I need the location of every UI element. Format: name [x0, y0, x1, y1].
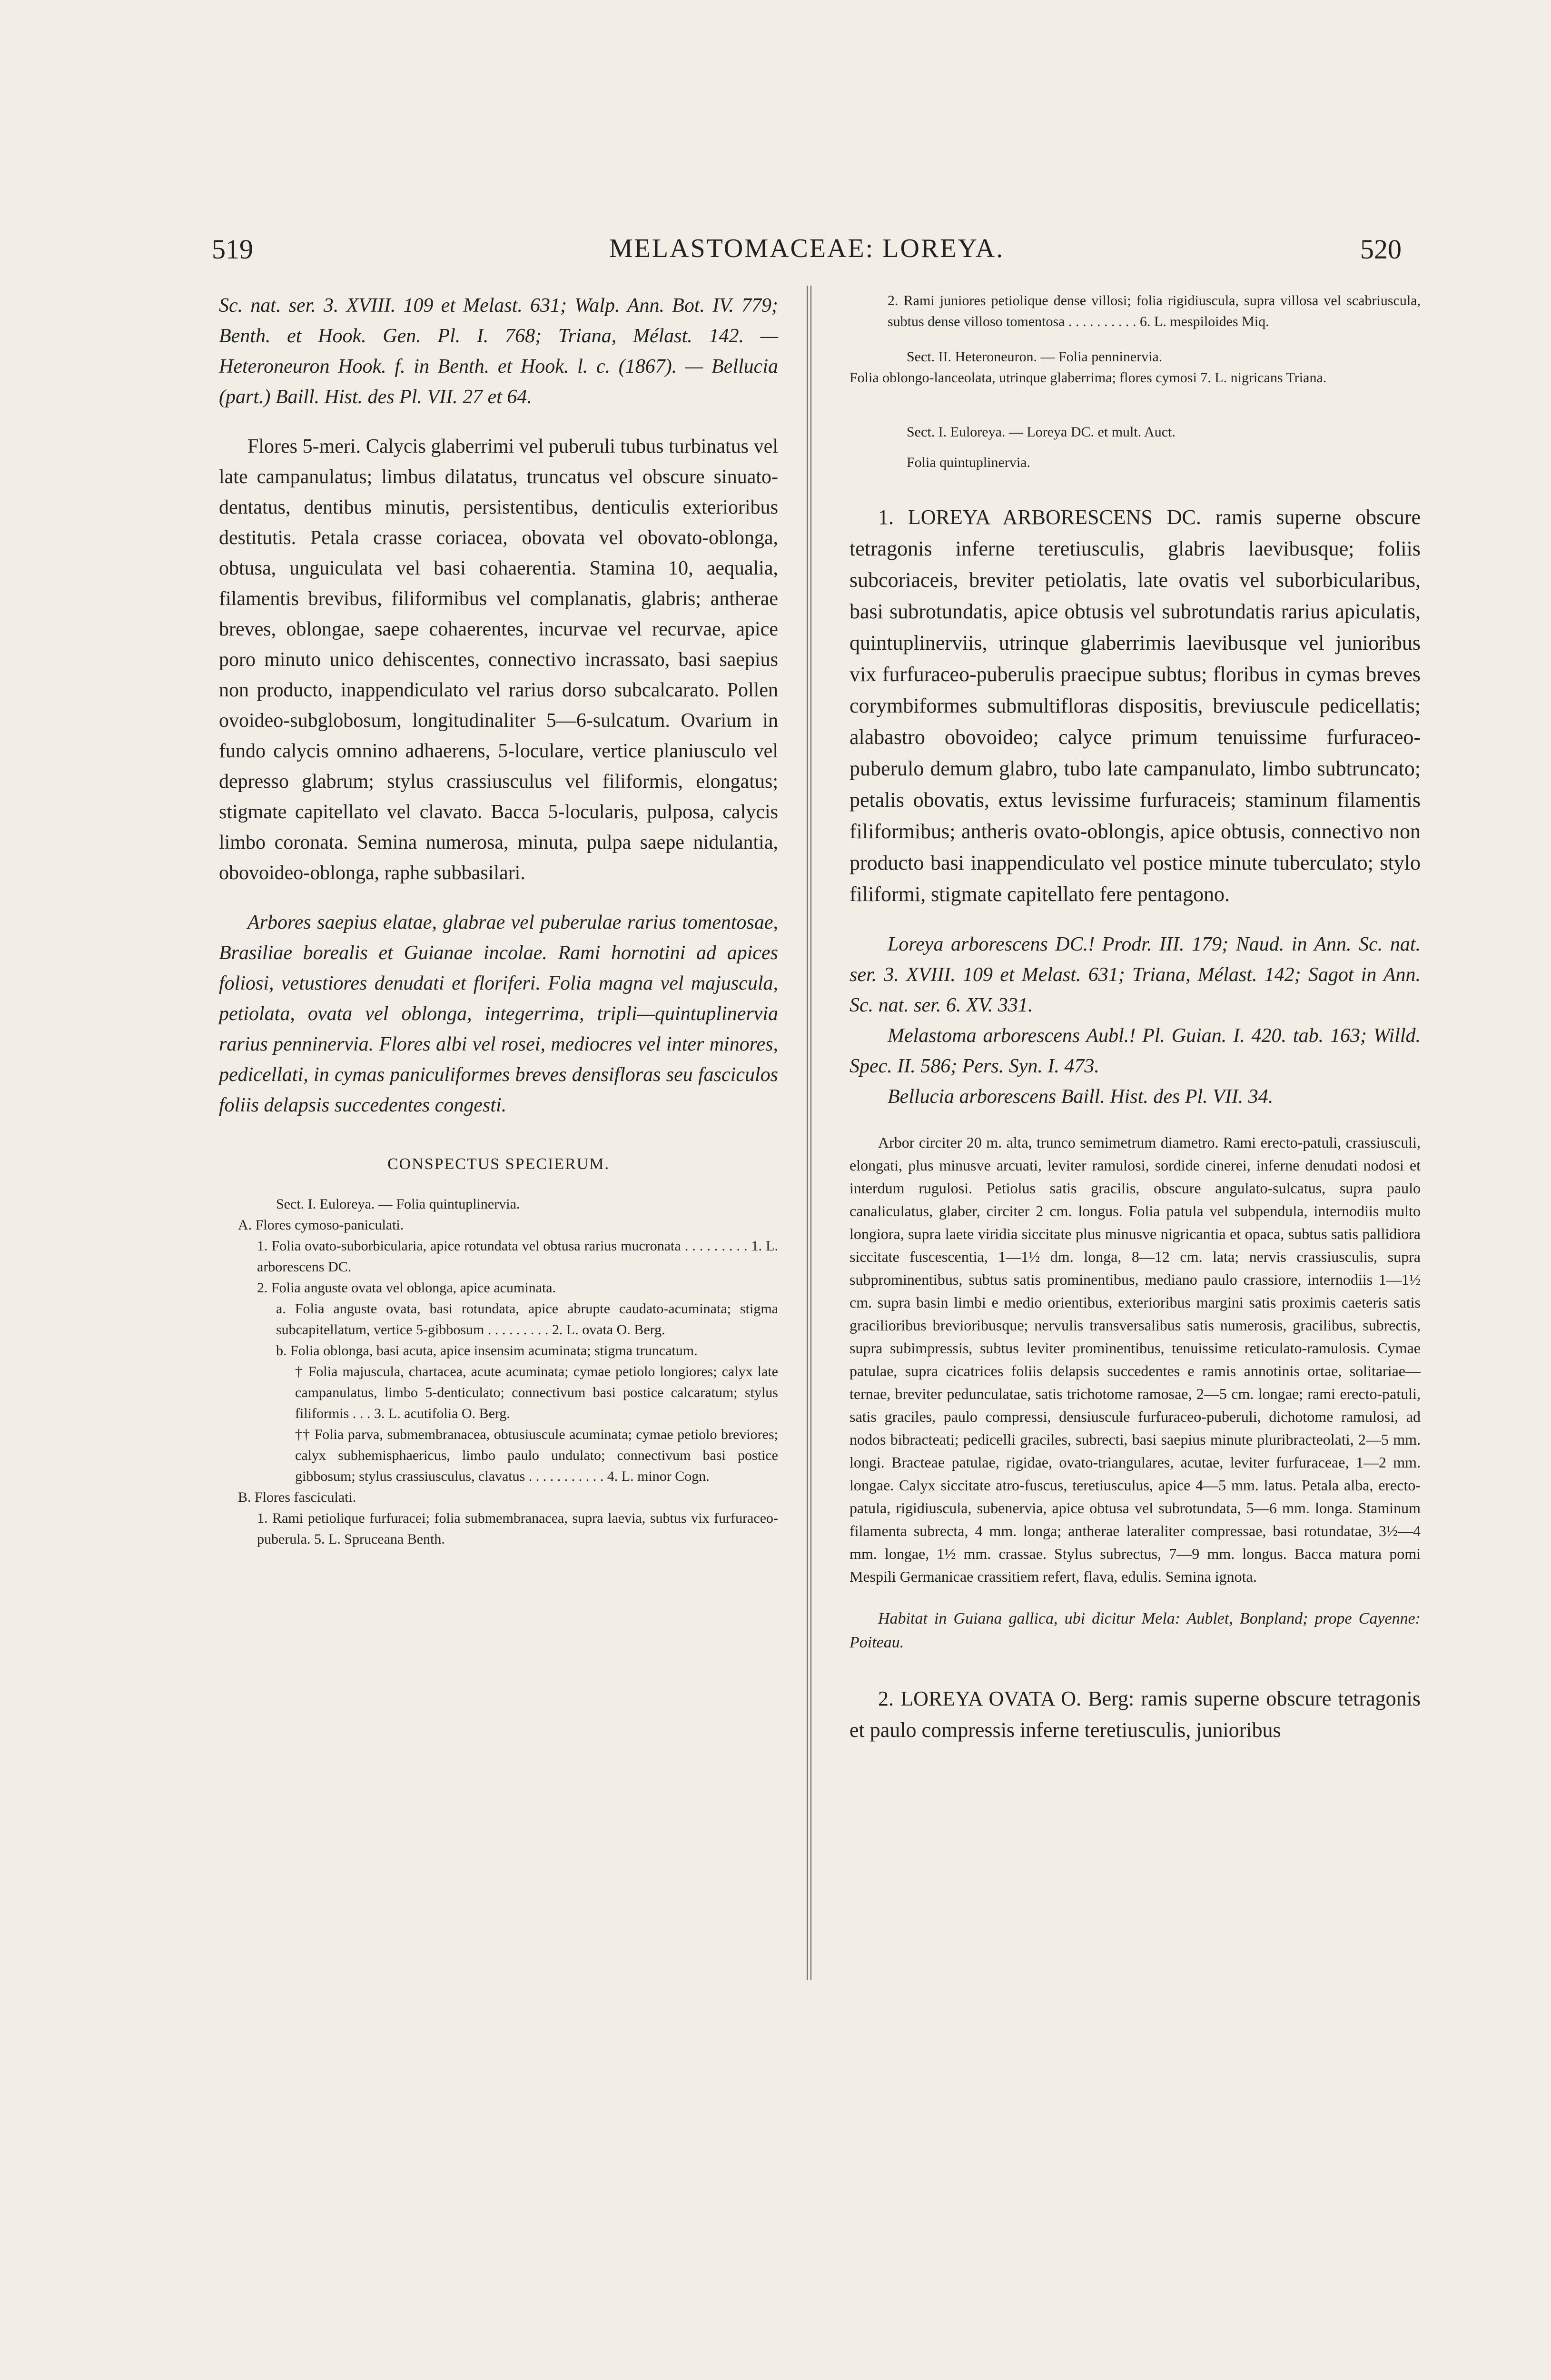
- key-line: Sect. II. Heteroneuron. — Folia penninervia.: [907, 349, 1163, 365]
- synonym-line: Bellucia arborescens Baill. Hist. des Pl. VII. 34.: [888, 1086, 1274, 1108]
- key-line: Sect. I. Euloreya. — Folia quintuplinervia.: [276, 1196, 520, 1212]
- synonym-line: Loreya arborescens DC.! Prodr. III. 179; Naud. in Ann. Sc. nat. ser. 3. XVIII. 109 et Melast. 631; Triana, Mélast. 142; Sagot in Ann. Sc. nat. ser. 6. XV. 331.: [850, 933, 1421, 1016]
- key-line: Folia oblongo-lanceolata, utrinque glaberrima; flores cymosi 7. L. nigricans Triana.: [850, 370, 1327, 386]
- key-line: †† Folia parva, submembranacea, obtusiuscule acuminata; cymae petiolo breviores; calyx subhemisphaericus, limbo paulo undulato; connectivum basi postice gibbosum; stylus crassiusculus, clavatus . . . . . . . . . . . 4. L. minor Cogn.: [295, 1427, 778, 1484]
- section-subheading: Folia quintuplinervia.: [907, 455, 1030, 470]
- key-line: 2. Rami juniores petiolique dense villosi; folia rigidiuscula, supra villosa vel scabriuscula, subtus dense villoso tomentosa . . . . . . . . . . 6. L. mespiloides Miq.: [888, 293, 1421, 329]
- page-number-left: 519: [212, 234, 253, 265]
- key-line: 1. Rami petiolique furfuracei; folia submembranacea, supra laevia, subtus vix furfuraceo-puberula. 5. L. Spruceana Benth.: [257, 1510, 778, 1547]
- left-column: [219, 290, 778, 1550]
- genus-references: Sc. nat. ser. 3. XVIII. 109 et Melast. 631; Walp. Ann. Bot. IV. 779; Benth. et Hook. Gen. Pl. I. 768; Triana, Mélast. 142. — Heteroneuron Hook. f. in Benth. et Hook. l. c. (1867). — Bellucia (part.) Baill. Hist. des Pl. VII. 27 et 64.: [219, 295, 778, 408]
- species-2-diagnosis: 2. LOREYA OVATA O. Berg: ramis superne obscure tetragonis et paulo compressis inferne teretiusculis, junioribus: [850, 1687, 1421, 1742]
- synonym-line: Melastoma arborescens Aubl.! Pl. Guian. I. 420. tab. 163; Willd. Spec. II. 586; Pers. Syn. I. 473.: [850, 1025, 1421, 1077]
- species-1-diagnosis: 1. LOREYA ARBORESCENS DC. ramis superne obscure tetragonis inferne teretiusculis, glabris laevibusque; foliis subcoriaceis, breviter petiolatis, late ovatis vel suborbicularibus, basi subrotundatis, apice obtusis vel subrotundatis rarius apiculatis, quintuplinerviis, utrinque glaberrimis laevibusque vel junioribus vix furfuraceo-puberulis praecipue subtus; floribus in cymas breves corymbiformes submultifloras dispositis, breviuscule pedicellatis; alabastro obovoideo; calyce primum tenuissime furfuraceo-puberulo demum glabro, tubo late campanulato, limbo subtruncato; petalis obovatis, extus levissime furfuraceis; staminum filamentis filiformibus; antheris ovato-oblongis, apice obtusis, connectivo non producto basi inappendiculato vel postice minute tuberculato; stylo filiformi, stigmate capitellato fere pentagono.: [850, 506, 1421, 906]
- species-key-continued: [850, 290, 1421, 473]
- key-line: B. Flores fasciculati.: [238, 1489, 356, 1505]
- right-column: [850, 290, 1421, 1765]
- key-line: a. Folia anguste ovata, basi rotundata, apice abrupte caudato-acuminata; stigma subcapitellatum, vertice 5-gibbosum . . . . . . . . . 2. L. ovata O. Berg.: [276, 1301, 778, 1338]
- key-line: 1. Folia ovato-suborbicularia, apice rotundata vel obtusa rarius mucronata . . . . . . . . . 1. L. arborescens DC.: [257, 1238, 778, 1275]
- page-number-right: 520: [1360, 234, 1402, 265]
- genus-description-flores: Flores 5-meri. Calycis glaberrimi vel puberuli tubus turbinatus vel late campanulatus; limbus dilatatus, truncatus vel obscure sinuato-dentatus, dentibus minutis, persistentibus, denticulis exterioribus destitutis. Petala crasse coriacea, obovata vel obovato-oblonga, obtusa, unguiculata vel basi cohaerentia. Stamina 10, aequalia, filamentis brevibus, filiformibus vel complanatis, glabris; antherae breves, oblongae, saepe cohaerentes, incurvae vel recurvae, apice poro minuto unico dehiscentes, connectivo incrassato, basi saepius non producto, inappendiculato vel rarius dorso subcalcarato. Pollen ovoideo-subglobosum, longitudinaliter 5—6-sulcatum. Ovarium in fundo calycis omnino adhaerens, 5-loculare, vertice planiusculo vel depresso glabrum; stylus crassiusculus vel filiformis, elongatus; stigmate capitellato vel clavato. Bacca 5-locularis, pulposa, calycis limbo coronata. Semina numerosa, minuta, pulpa saepe nidulantia, obovoideo-oblonga, raphe subbasilari.: [219, 436, 778, 884]
- running-title: MELASTOMACEAE: LOREYA.: [609, 234, 1005, 263]
- species-1-synonymy: [850, 929, 1421, 1112]
- column-divider: [807, 286, 811, 1980]
- species-1-description: Arbor circiter 20 m. alta, trunco semimetrum diametro. Rami erecto-patuli, crassiusculi, elongati, plus minusve arcuati, leviter ramulosi, sordide cinerei, inferne denudati nodosi et interdum rugulosi. Petiolus satis gracilis, obscure angulato-sulcatus, supra paulo canaliculatus, glaber, circiter 2 cm. longus. Folia patula vel subpendula, internodiis multo longiora, supra laete viridia siccitate plus minusve nigricantia et opaca, subtus satis pallidiora siccitate fuscescentia, 1—1½ dm. longa, 8—12 cm. lata; nervis crassiusculis, supra subprominentibus, subtus satis prominentibus, mediano paulo crassiore, internodiis 1—1½ cm. supra basin limbi e medio orientibus, exterioribus margini satis proximis caeteris satis gracilioribus brevioribusque; nervulis transversalibus satis numerosis, gracilibus, subrectis, supra subimpressis, subtus leviter prominentibus, tenuissime reticulato-ramulosis. Cymae patulae, supra cicatrices foliis delapsis succedentes e ramis annotinis ortae, solitariae—ternae, breviter pedunculatae, satis trichotome ramosae, 2—5 cm. longae; rami erecto-patuli, satis graciles, paulo compressi, densiuscule furfuraceo-puberuli, dichotome ramulosi, ad nodos bibracteati; pedicelli graciles, subrecti, basi saepius minute pluribracteolati, 2—5 mm. longi. Bracteae patulae, rigidae, ovato-triangulares, acutae, leviter furfuraceae, 1—2 mm. longae. Calyx siccitate atro-fuscus, teretiusculus, apice 4—5 mm. latus. Petala alba, erecto-patula, rigidiuscula, subenervia, apice obtusa vel subrotundata, 5—6 mm. longa. Staminum filamenta subrecta, 4 mm. longa; antherae lateraliter compressae, basi rotundatae, 3½—4 mm. longae, 1½ mm. crassae. Stylus subrectus, 7—9 mm. longus. Bacca matura pomi Mespili Germanicae crassitiem refert, flava, edulis. Semina ignota.: [850, 1134, 1421, 1585]
- species-1-habitat: Habitat in Guiana gallica, ubi dicitur Mela: Aublet, Bonpland; prope Cayenne: Poiteau.: [850, 1610, 1421, 1651]
- key-line: 2. Folia anguste ovata vel oblonga, apice acuminata.: [257, 1280, 556, 1296]
- running-header: [212, 233, 1402, 271]
- section-heading: Sect. I. Euloreya. — Loreya DC. et mult. Auct.: [907, 424, 1176, 440]
- key-line: † Folia majuscula, chartacea, acute acuminata; cymae petiolo longiores; calyx late campanulatus, limbo 5-denticulato; connectivum basi postice calcaratum; stylus filiformis . . . 3. L. acutifolia O. Berg.: [295, 1364, 778, 1421]
- species-key: [219, 1194, 778, 1550]
- conspectus-title: CONSPECTUS SPECIERUM.: [387, 1155, 610, 1173]
- key-line: A. Flores cymoso-paniculati.: [238, 1217, 404, 1233]
- genus-description-arbores: Arbores saepius elatae, glabrae vel puberulae rarius tomentosae, Brasiliae borealis et Guianae incolae. Rami hornotini ad apices foliosi, vetustiores denudati et floriferi. Folia magna vel majuscula, petiolata, ovata vel oblonga, integerrima, tripli—quintuplinervia rarius penninervia. Flores albi vel rosei, mediocres vel inter minores, pedicellati, in cymas paniculiformes breves densifloras seu fasciculos foliis delapsis succedentes congesti.: [219, 912, 778, 1116]
- key-line: b. Folia oblonga, basi acuta, apice insensim acuminata; stigma truncatum.: [276, 1343, 698, 1359]
